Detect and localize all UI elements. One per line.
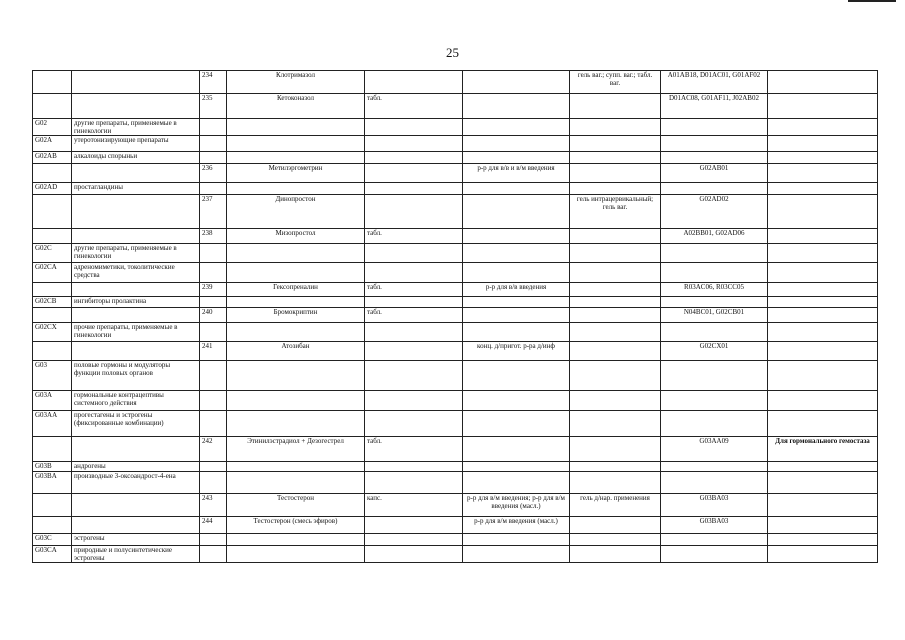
drug-name-cell <box>227 472 365 494</box>
other-form-cell <box>570 411 661 437</box>
item-number-cell: 241 <box>200 342 227 361</box>
other-form-cell <box>570 183 661 195</box>
table-row <box>33 297 878 308</box>
dosage-form-cell <box>365 391 463 411</box>
atc-codes-cell: A02BB01, G02AD06 <box>661 229 768 244</box>
other-form-cell <box>570 472 661 494</box>
group-name-cell: алкалоиды спорыньи <box>72 152 200 164</box>
atc-code-cell: G03CA <box>33 546 72 563</box>
injection-form-cell <box>463 244 570 263</box>
item-number-cell <box>200 244 227 263</box>
table-row <box>33 323 878 342</box>
other-form-cell: гель интрацервикальный; гель ваг. <box>570 195 661 229</box>
atc-codes-cell <box>661 534 768 546</box>
other-form-cell <box>570 534 661 546</box>
drug-name-cell: Динопростон <box>227 195 365 229</box>
table-row <box>33 119 878 136</box>
group-name-cell: андрогены <box>72 462 200 472</box>
page-number: 25 <box>446 45 459 60</box>
other-form-cell <box>570 263 661 283</box>
dosage-form-cell <box>365 71 463 94</box>
atc-code-cell <box>33 229 72 244</box>
note-cell <box>768 152 878 164</box>
drug-name-cell <box>227 119 365 136</box>
atc-code-cell: G02AD <box>33 183 72 195</box>
note-cell <box>768 71 878 94</box>
note-cell <box>768 308 878 323</box>
atc-code-cell <box>33 164 72 183</box>
injection-form-cell <box>463 119 570 136</box>
atc-code-cell <box>33 437 72 462</box>
group-name-cell <box>72 494 200 517</box>
injection-form-cell <box>463 195 570 229</box>
note-cell <box>768 164 878 183</box>
drug-name-cell: Тестостерон <box>227 494 365 517</box>
group-name-cell: другие препараты, применяемые в гинекологии <box>72 244 200 263</box>
injection-form-cell <box>463 323 570 342</box>
dosage-form-cell: табл. <box>365 283 463 297</box>
atc-codes-cell: G03AA09 <box>661 437 768 462</box>
injection-form-cell <box>463 546 570 563</box>
drug-name-cell <box>227 136 365 152</box>
dosage-form-cell <box>365 164 463 183</box>
other-form-cell <box>570 164 661 183</box>
atc-codes-cell <box>661 244 768 263</box>
note-cell <box>768 183 878 195</box>
table-row <box>33 94 878 119</box>
note-cell <box>768 94 878 119</box>
dosage-form-cell <box>365 462 463 472</box>
drug-name-cell <box>227 361 365 391</box>
dosage-form-cell <box>365 411 463 437</box>
injection-form-cell <box>463 534 570 546</box>
drug-name-cell: Метилэргометрин <box>227 164 365 183</box>
group-name-cell: прочие препараты, применяемые в гинекологии <box>72 323 200 342</box>
drug-name-cell: Клотримазол <box>227 71 365 94</box>
drug-name-cell <box>227 462 365 472</box>
atc-codes-cell: D01AC08, G01AF11, J02AB02 <box>661 94 768 119</box>
note-cell <box>768 195 878 229</box>
group-name-cell: другие препараты, применяемые в гинекологии <box>72 119 200 136</box>
atc-codes-cell <box>661 546 768 563</box>
corner-mark <box>848 0 896 2</box>
other-form-cell <box>570 94 661 119</box>
drug-name-cell: Тестостерон (смесь эфиров) <box>227 517 365 534</box>
atc-code-cell: G02CX <box>33 323 72 342</box>
note-cell <box>768 136 878 152</box>
atc-code-cell: G03B <box>33 462 72 472</box>
table-row <box>33 517 878 534</box>
injection-form-cell <box>463 136 570 152</box>
drug-name-cell <box>227 263 365 283</box>
drug-table <box>32 70 878 563</box>
group-name-cell <box>72 342 200 361</box>
dosage-form-cell <box>365 323 463 342</box>
other-form-cell <box>570 391 661 411</box>
note-cell <box>768 462 878 472</box>
table-row <box>33 361 878 391</box>
atc-codes-cell <box>661 119 768 136</box>
note-cell <box>768 283 878 297</box>
drug-name-cell: Бромокриптин <box>227 308 365 323</box>
group-name-cell: гормональные контрацептивы системного действия <box>72 391 200 411</box>
group-name-cell <box>72 229 200 244</box>
group-name-cell <box>72 195 200 229</box>
table-row <box>33 494 878 517</box>
other-form-cell <box>570 546 661 563</box>
item-number-cell <box>200 361 227 391</box>
table-row <box>33 229 878 244</box>
injection-form-cell <box>463 437 570 462</box>
atc-codes-cell <box>661 263 768 283</box>
other-form-cell <box>570 323 661 342</box>
group-name-cell: половые гормоны и модуляторы функции половых органов <box>72 361 200 391</box>
dosage-form-cell <box>365 546 463 563</box>
note-cell <box>768 229 878 244</box>
drug-name-cell <box>227 411 365 437</box>
atc-codes-cell: G02AD02 <box>661 195 768 229</box>
item-number-cell <box>200 534 227 546</box>
table-row <box>33 164 878 183</box>
other-form-cell <box>570 283 661 297</box>
dosage-form-cell <box>365 136 463 152</box>
injection-form-cell <box>463 229 570 244</box>
group-name-cell: эстрогены <box>72 534 200 546</box>
item-number-cell: 244 <box>200 517 227 534</box>
table-row <box>33 283 878 297</box>
table-row <box>33 244 878 263</box>
atc-codes-cell <box>661 472 768 494</box>
injection-form-cell: конц. д/пригот. р-ра д/инф <box>463 342 570 361</box>
atc-codes-cell: A01AB18, D01AC01, G01AF02 <box>661 71 768 94</box>
dosage-form-cell: табл. <box>365 94 463 119</box>
note-cell <box>768 391 878 411</box>
dosage-form-cell: табл. <box>365 437 463 462</box>
table-row <box>33 342 878 361</box>
atc-codes-cell <box>661 297 768 308</box>
item-number-cell <box>200 136 227 152</box>
injection-form-cell: р-р для в/м введения (масл.) <box>463 517 570 534</box>
injection-form-cell <box>463 391 570 411</box>
group-name-cell <box>72 164 200 183</box>
atc-codes-cell: G02AB01 <box>661 164 768 183</box>
drug-name-cell <box>227 391 365 411</box>
item-number-cell: 235 <box>200 94 227 119</box>
atc-code-cell: G02CB <box>33 297 72 308</box>
other-form-cell <box>570 244 661 263</box>
item-number-cell <box>200 472 227 494</box>
note-cell <box>768 546 878 563</box>
atc-code-cell <box>33 308 72 323</box>
other-form-cell: гель ваг.; супп. ваг.; табл. ваг. <box>570 71 661 94</box>
table-row <box>33 71 878 94</box>
injection-form-cell <box>463 263 570 283</box>
atc-codes-cell: R03AC06, R03CC05 <box>661 283 768 297</box>
atc-codes-cell <box>661 152 768 164</box>
item-number-cell: 234 <box>200 71 227 94</box>
item-number-cell: 239 <box>200 283 227 297</box>
drug-name-cell <box>227 546 365 563</box>
item-number-cell <box>200 183 227 195</box>
note-cell <box>768 517 878 534</box>
other-form-cell <box>570 462 661 472</box>
item-number-cell: 240 <box>200 308 227 323</box>
atc-code-cell: G03AA <box>33 411 72 437</box>
injection-form-cell <box>463 152 570 164</box>
atc-code-cell <box>33 494 72 517</box>
atc-code-cell: G02A <box>33 136 72 152</box>
atc-code-cell: G03 <box>33 361 72 391</box>
atc-codes-cell <box>661 361 768 391</box>
atc-code-cell: G02 <box>33 119 72 136</box>
dosage-form-cell <box>365 183 463 195</box>
injection-form-cell: р-р для в/м введения; р-р для в/м введения (масл.) <box>463 494 570 517</box>
atc-code-cell: G02C <box>33 244 72 263</box>
item-number-cell <box>200 297 227 308</box>
atc-code-cell: G03A <box>33 391 72 411</box>
note-cell <box>768 494 878 517</box>
group-name-cell <box>72 308 200 323</box>
atc-code-cell <box>33 195 72 229</box>
note-cell <box>768 323 878 342</box>
drug-name-cell: Кетоконазол <box>227 94 365 119</box>
atc-code-cell: G03BA <box>33 472 72 494</box>
other-form-cell <box>570 361 661 391</box>
atc-code-cell <box>33 94 72 119</box>
item-number-cell: 242 <box>200 437 227 462</box>
injection-form-cell <box>463 462 570 472</box>
drug-name-cell: Мизопростол <box>227 229 365 244</box>
note-cell <box>768 534 878 546</box>
injection-form-cell <box>463 71 570 94</box>
table-row <box>33 308 878 323</box>
injection-form-cell <box>463 183 570 195</box>
table-row <box>33 391 878 411</box>
other-form-cell: гель д/нар. применения <box>570 494 661 517</box>
drug-name-cell <box>227 244 365 263</box>
other-form-cell <box>570 119 661 136</box>
group-name-cell: адреномиметики, токолитические средства <box>72 263 200 283</box>
atc-codes-cell <box>661 411 768 437</box>
dosage-form-cell <box>365 195 463 229</box>
atc-code-cell: G02AB <box>33 152 72 164</box>
note-cell <box>768 263 878 283</box>
table-row <box>33 546 878 563</box>
table-row <box>33 136 878 152</box>
item-number-cell <box>200 462 227 472</box>
note-cell <box>768 472 878 494</box>
table-row <box>33 195 878 229</box>
dosage-form-cell <box>365 297 463 308</box>
group-name-cell: простагландины <box>72 183 200 195</box>
dosage-form-cell <box>365 342 463 361</box>
dosage-form-cell <box>365 517 463 534</box>
atc-codes-cell: G03BA03 <box>661 494 768 517</box>
table-row <box>33 534 878 546</box>
injection-form-cell <box>463 472 570 494</box>
atc-codes-cell: G03BA03 <box>661 517 768 534</box>
atc-codes-cell <box>661 183 768 195</box>
other-form-cell <box>570 152 661 164</box>
item-number-cell <box>200 152 227 164</box>
dosage-form-cell <box>365 472 463 494</box>
atc-codes-cell <box>661 323 768 342</box>
drug-name-cell: Этинилэстрадиол + Дезогестрел <box>227 437 365 462</box>
atc-codes-cell: G02CX01 <box>661 342 768 361</box>
table-row <box>33 472 878 494</box>
group-name-cell: ингибиторы пролактина <box>72 297 200 308</box>
note-cell <box>768 411 878 437</box>
note-cell <box>768 297 878 308</box>
other-form-cell <box>570 342 661 361</box>
drug-name-cell <box>227 297 365 308</box>
dosage-form-cell: табл. <box>365 229 463 244</box>
dosage-form-cell: капс. <box>365 494 463 517</box>
injection-form-cell <box>463 297 570 308</box>
injection-form-cell <box>463 411 570 437</box>
note-cell <box>768 361 878 391</box>
atc-code-cell: G02CA <box>33 263 72 283</box>
dosage-form-cell <box>365 534 463 546</box>
group-name-cell <box>72 283 200 297</box>
atc-codes-cell <box>661 391 768 411</box>
note-cell <box>768 342 878 361</box>
other-form-cell <box>570 308 661 323</box>
dosage-form-cell <box>365 152 463 164</box>
item-number-cell <box>200 411 227 437</box>
injection-form-cell <box>463 308 570 323</box>
group-name-cell <box>72 517 200 534</box>
atc-codes-cell <box>661 462 768 472</box>
atc-code-cell <box>33 283 72 297</box>
other-form-cell <box>570 229 661 244</box>
drug-name-cell <box>227 152 365 164</box>
group-name-cell: прогестагены и эстрогены (фиксированные комбинации) <box>72 411 200 437</box>
drug-name-cell <box>227 323 365 342</box>
drug-name-cell: Атозибан <box>227 342 365 361</box>
group-name-cell: утеротонизирующие препараты <box>72 136 200 152</box>
group-name-cell <box>72 71 200 94</box>
other-form-cell <box>570 297 661 308</box>
atc-code-cell: G03C <box>33 534 72 546</box>
group-name-cell <box>72 437 200 462</box>
drug-name-cell <box>227 534 365 546</box>
atc-codes-cell <box>661 136 768 152</box>
dosage-form-cell <box>365 119 463 136</box>
group-name-cell: природные и полусинтетические эстрогены <box>72 546 200 563</box>
group-name-cell: производные 3-оксоандрост-4-ена <box>72 472 200 494</box>
item-number-cell: 238 <box>200 229 227 244</box>
dosage-form-cell <box>365 361 463 391</box>
other-form-cell <box>570 136 661 152</box>
atc-code-cell <box>33 517 72 534</box>
drug-name-cell <box>227 183 365 195</box>
table-row <box>33 152 878 164</box>
atc-code-cell <box>33 71 72 94</box>
item-number-cell <box>200 263 227 283</box>
note-cell <box>768 119 878 136</box>
injection-form-cell <box>463 361 570 391</box>
item-number-cell <box>200 119 227 136</box>
other-form-cell <box>570 517 661 534</box>
other-form-cell <box>570 437 661 462</box>
dosage-form-cell <box>365 244 463 263</box>
item-number-cell <box>200 323 227 342</box>
group-name-cell <box>72 94 200 119</box>
note-cell: Для гормонального гемостаза <box>768 437 878 462</box>
injection-form-cell: р-р для в/в введения <box>463 283 570 297</box>
table-row <box>33 411 878 437</box>
table-row <box>33 183 878 195</box>
drug-name-cell: Гексопреналин <box>227 283 365 297</box>
dosage-form-cell: табл. <box>365 308 463 323</box>
table-row <box>33 462 878 472</box>
item-number-cell: 237 <box>200 195 227 229</box>
table-row <box>33 263 878 283</box>
injection-form-cell: р-р для в/в и в/м введения <box>463 164 570 183</box>
item-number-cell: 243 <box>200 494 227 517</box>
atc-code-cell <box>33 342 72 361</box>
atc-codes-cell: N04BC01, G02CB01 <box>661 308 768 323</box>
dosage-form-cell <box>365 263 463 283</box>
item-number-cell: 236 <box>200 164 227 183</box>
item-number-cell <box>200 391 227 411</box>
injection-form-cell <box>463 94 570 119</box>
table-row <box>33 437 878 462</box>
note-cell <box>768 244 878 263</box>
item-number-cell <box>200 546 227 563</box>
